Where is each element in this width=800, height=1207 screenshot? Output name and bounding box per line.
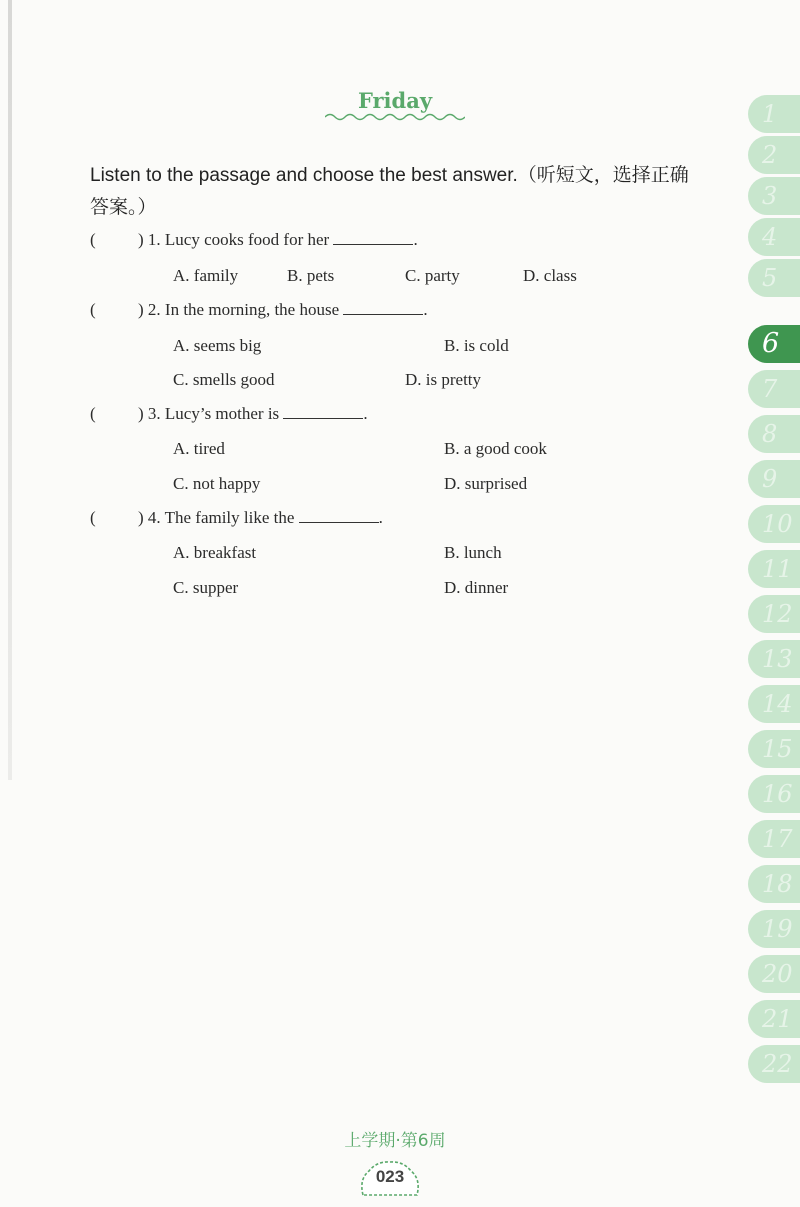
instructions-text: Listen to the passage and choose the best answer.（听短文，选择正确答案。） — [90, 165, 689, 218]
option-b: B. is cold — [444, 336, 509, 355]
option-c: C. party — [405, 266, 460, 285]
question-1 — [90, 230, 418, 250]
week-tab-9[interactable]: 9 — [748, 460, 800, 498]
week-tab-5[interactable]: 5 — [748, 259, 800, 297]
option-a: A. tired — [173, 439, 225, 458]
answer-blank — [343, 300, 423, 315]
answer-blank — [333, 230, 413, 245]
week-tab-6-active[interactable]: 6 — [748, 325, 800, 363]
week-tab-8[interactable]: 8 — [748, 415, 800, 453]
week-tab-20[interactable]: 20 — [748, 955, 800, 993]
question-3 — [90, 404, 368, 424]
answer-blank — [299, 508, 379, 523]
question-stem: ) 4. The family like the — [138, 508, 295, 527]
question-stem-end: . — [413, 230, 418, 249]
week-tab-17[interactable]: 17 — [748, 820, 800, 858]
option-c: C. smells good — [173, 370, 275, 389]
week-tab-2[interactable]: 2 — [748, 136, 800, 174]
option-b: B. lunch — [444, 543, 502, 562]
option-d: D. dinner — [444, 578, 509, 597]
week-tab-3[interactable]: 3 — [748, 177, 800, 215]
option-a: A. seems big — [173, 336, 262, 355]
option-c: C. not happy — [173, 474, 261, 493]
week-tab-13[interactable]: 13 — [748, 640, 800, 678]
week-tab-19[interactable]: 19 — [748, 910, 800, 948]
week-tab-18[interactable]: 18 — [748, 865, 800, 903]
question-stem: ) 1. Lucy cooks food for her — [138, 230, 330, 249]
week-tab-4[interactable]: 4 — [748, 218, 800, 256]
option-d: D. is pretty — [405, 370, 482, 389]
option-b: B. a good cook — [444, 439, 547, 458]
answer-paren: ( — [90, 230, 96, 249]
week-tab-7[interactable]: 7 — [748, 370, 800, 408]
week-tab-16[interactable]: 16 — [748, 775, 800, 813]
question-stem: ) 2. In the morning, the house — [138, 300, 340, 319]
page-title: Friday — [357, 88, 433, 113]
week-tab-21[interactable]: 21 — [748, 1000, 800, 1038]
question-stem-end: . — [363, 404, 368, 423]
week-tab-22[interactable]: 22 — [748, 1045, 800, 1083]
page-number: 023 — [375, 1167, 405, 1186]
title-underline-decoration — [325, 112, 465, 122]
week-tab-15[interactable]: 15 — [748, 730, 800, 768]
option-d: D. class — [523, 266, 577, 285]
question-2 — [90, 300, 428, 320]
option-a: A. family — [173, 266, 239, 285]
footer-label: 上学期·第6周 — [344, 1131, 446, 1151]
option-a: A. breakfast — [173, 543, 257, 562]
question-stem-end: . — [378, 508, 383, 527]
week-tab-10[interactable]: 10 — [748, 505, 800, 543]
question-4 — [90, 508, 383, 528]
week-tab-14[interactable]: 14 — [748, 685, 800, 723]
week-tab-11[interactable]: 11 — [748, 550, 800, 588]
option-b: B. pets — [287, 266, 335, 285]
page-binding-edge — [8, 0, 12, 780]
answer-paren: ( — [90, 404, 96, 423]
option-c: C. supper — [173, 578, 239, 597]
week-tab-12[interactable]: 12 — [748, 595, 800, 633]
question-stem-end: . — [423, 300, 428, 319]
answer-blank — [283, 404, 363, 419]
answer-paren: ( — [90, 508, 96, 527]
option-d: D. surprised — [444, 474, 528, 493]
week-tab-1[interactable]: 1 — [748, 95, 800, 133]
answer-paren: ( — [90, 300, 96, 319]
question-stem: ) 3. Lucy’s mother is — [138, 404, 280, 423]
